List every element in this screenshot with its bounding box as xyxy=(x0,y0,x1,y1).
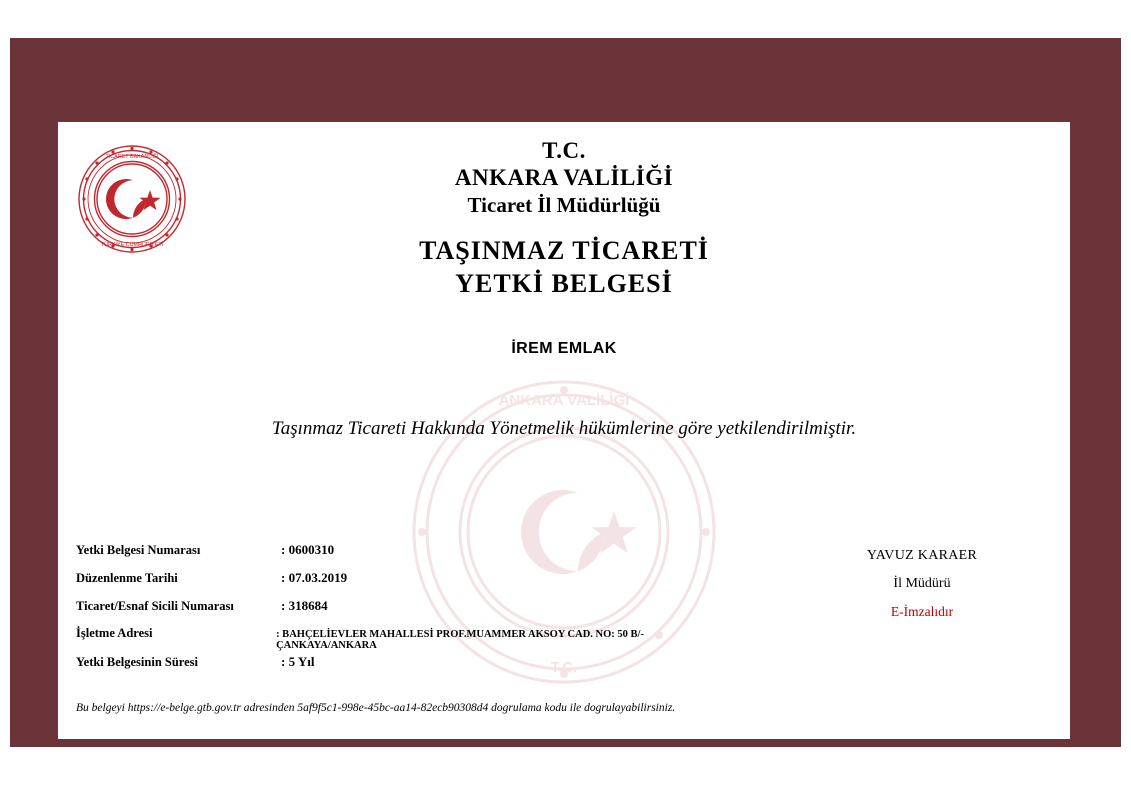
field-label: Yetki Belgesi Numarası xyxy=(76,543,201,557)
field-label: Düzenlenme Tarihi xyxy=(76,571,178,585)
table-row xyxy=(76,542,736,570)
table-row xyxy=(76,598,736,626)
authorization-statement: Taşınmaz Ticareti Hakkında Yönetmelik hükümlerine göre yetkilendirilmiştir. xyxy=(271,418,857,439)
document-header xyxy=(58,138,1070,219)
header-line-country: T.C. xyxy=(542,138,586,163)
svg-text:TİCARET BAKANLIĞI: TİCARET BAKANLIĞI xyxy=(105,154,159,160)
field-label: Yetki Belgesinin Süresi xyxy=(76,655,199,669)
field-value: : 07.03.2019 xyxy=(281,570,348,585)
company-name: İREM EMLAK xyxy=(511,340,617,357)
header-line-directorate: Ticaret İl Müdürlüğü xyxy=(467,193,661,217)
field-value: : BAHÇELİEVLER MAHALLESİ PROF.MUAMMER AKSOY CAD. NO: 50 B/- ÇANKAYA/ANKARA xyxy=(276,629,644,651)
table-row xyxy=(76,626,736,654)
title-line-2: YETKİ BELGESİ xyxy=(455,269,673,298)
table-row xyxy=(76,654,736,682)
header-line-province: ANKARA VALİLİĞİ xyxy=(454,165,674,190)
svg-text:ANKARA VALİLİĞİ: ANKARA VALİLİĞİ xyxy=(498,392,630,409)
e-signature-badge: E-İmzalıdır xyxy=(890,604,954,619)
field-value: : 5 Yıl xyxy=(281,654,315,669)
field-label: İşletme Adresi xyxy=(76,626,153,640)
signatory-role: İl Müdürü xyxy=(893,576,951,591)
signature-block xyxy=(792,542,1052,626)
certificate-sheet xyxy=(58,122,1070,739)
page-title xyxy=(58,234,1070,300)
field-value: : 0600310 xyxy=(281,542,335,557)
title-line-1: TAŞINMAZ TİCARETİ xyxy=(419,236,709,265)
certificate-frame xyxy=(10,38,1121,747)
svg-text:T.C.: T.C. xyxy=(550,659,578,676)
field-value: : 318684 xyxy=(281,598,328,613)
fields-table xyxy=(76,542,736,682)
field-label: Ticaret/Esnaf Sicili Numarası xyxy=(76,599,234,613)
svg-text:TÜRKİYE CUMHURİYETİ: TÜRKİYE CUMHURİYETİ xyxy=(100,242,164,248)
signatory-name: YAVUZ KARAER xyxy=(866,548,978,563)
table-row xyxy=(76,570,736,598)
verification-note: Bu belgeyi https://e-belge.gtb.gov.tr adresinden 5af9f5c1-998e-45bc-aa14-82ecb90308d4 dogrulama kodu ile dogrulayabilirsiniz. xyxy=(76,702,676,714)
